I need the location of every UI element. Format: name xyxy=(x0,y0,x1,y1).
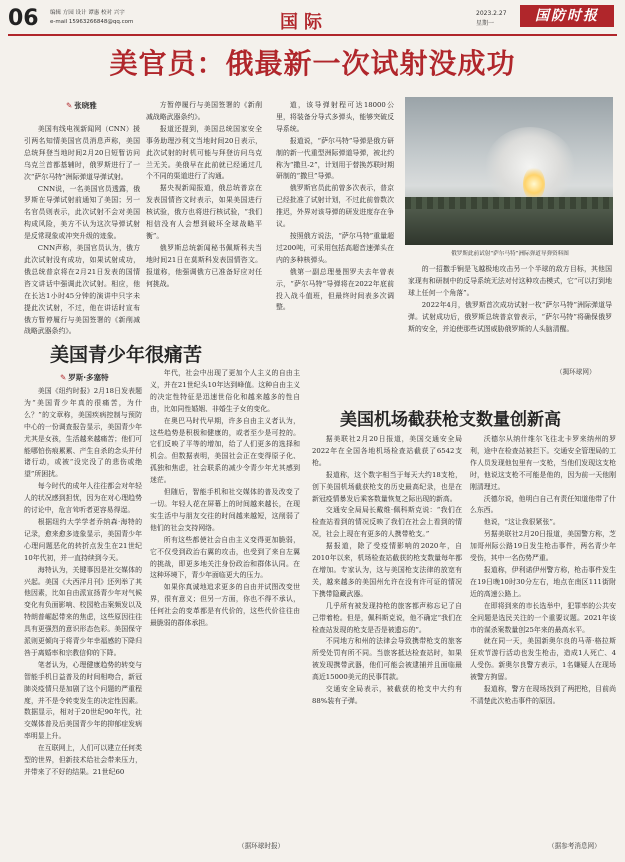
paragraph: 按照俄方说法，“萨尔马特”重量超过200吨，可采用包括高超音速弹头在内的多种核弹头。 xyxy=(276,231,394,264)
paragraph: 年代，社会中出现了更加个人主义的自由主义，并在21世纪头10年达到峰值。这种自由主义的决定性特征是迅速世俗化和越来越多的性自由，比如同性婚姻、非婚生子女的变化。 xyxy=(150,369,300,413)
ground xyxy=(405,209,613,245)
editor-credits xyxy=(50,9,133,27)
paragraph: 另据美联社2月20日报道，美国警方称，芝加哥州际公路19日发生枪击事件，两名青少年受伤，其中一名伤势严重。 xyxy=(470,530,616,563)
article3-col2 xyxy=(470,434,616,830)
paragraph: 就在同一天，美国新奥尔良的马蒂·格拉斯狂欢节游行活动也发生枪击，造成1人死亡、4人受伤。新奥尔良警方表示，1名嫌疑人在现场被警方拘留。 xyxy=(470,637,616,682)
article1-col1 xyxy=(24,124,140,362)
article1-byline xyxy=(66,100,97,111)
paragraph: 俄罗斯总统新闻秘书佩斯科夫当地时间21日在莫斯科发表国情咨文。报道称，他强调俄方已准备好应对任何挑战。 xyxy=(146,243,262,288)
paragraph: 沃德尔说，他明白自己有责任知道他带了什么东西。 xyxy=(470,494,616,515)
paragraph: 根据纽约大学学者乔纳森·海特的记录，愈来愈多迹象显示，美国青少年心理问题恶化的转折点发生在21世纪10年代初，并一直持续到今天。 xyxy=(24,517,142,562)
paragraph: 报道称，伊利诺伊州警方称，枪击事件发生在19日晚10时30分左右，地点在南区111街附近的高速公路上。 xyxy=(470,565,616,598)
author-icon: ✎ xyxy=(60,373,67,382)
paragraph: 据央视新闻报道，俄总统普京在发表国情咨文时表示，如果美国进行核试验，俄方也将进行核试验，“我们相信没有人会想到破坏全球战略平衡”。 xyxy=(146,184,262,240)
paragraph: 所有这些都使社会自由主义变得更加脆弱，它不仅受到政治右翼的攻击，也受到了来自左翼的挑战，即更多地关注身份政治和群体认同。在这种环境下，青少年面临更大的压力。 xyxy=(150,535,300,580)
paragraph: 美国有线电视新闻网（CNN）援引两名知情美国官员消息声称，美国总统拜登当地时间2月20日短暂访问乌克兰首都基辅时，俄罗斯进行了一次“萨尔马特”洲际弹道导弹试射。 xyxy=(24,125,140,181)
missile-launch-photo xyxy=(405,97,613,245)
article3-credit: （据参考消息网） xyxy=(548,842,601,850)
paragraph: 但随后，智能手机和社交媒体的普及改变了一切。年轻人花在屏幕上的时间越来越长，在现实生活中与朋友交往的时间越来越短，这削弱了他们的社会支持网络。 xyxy=(150,488,300,532)
paragraph: 笔者认为，心理健康趋势的转变与智能手机日益普及的时间相吻合，新冠肺炎疫情只是加剧了这个问题的严重程度，并不是令转变发生的决定性因素。数据显示，相对于20世纪90年代，社交媒体普及后美国青少年的抑郁症发病率明显上升。 xyxy=(24,660,142,741)
author-name: 罗斯·多塞特 xyxy=(68,373,109,382)
article1-credit: （揭环球网） xyxy=(556,368,596,376)
paragraph: 交通安全局表示，被截获的枪支中大约有88%装有子弹。 xyxy=(312,685,462,705)
paragraph: 俄罗斯官员此前曾多次表示，普京已经批准了试射计划，不过此前曾数次推迟，外界对该导弹的研发进度存在争议。 xyxy=(276,184,394,229)
article2-col2 xyxy=(150,368,300,834)
paragraph: 他说，“这让我很紧张”。 xyxy=(483,518,560,527)
paragraph: 美国《纽约时报》2月18日发表题为“美国青少年真的很痛苦，为什么？”的文章称，美国疾病控制与预防中心的一份调查报告显示，美国青少年尤其是女孩，生活越来越痛苦；他们可能哪怕伤痕累累、产生自杀的念头并付诸行动，或被“没完没了的悲伤或绝望”所困扰。 xyxy=(24,387,142,479)
author-name: 张晓雅 xyxy=(74,101,97,110)
weekday-text: 星期一 xyxy=(476,20,495,27)
masthead-logo: 国防时报 xyxy=(520,5,614,27)
paragraph: 几乎所有被发现持枪的旅客都声称忘记了自己带着枪。但是，佩科斯克说，他不确定“我们在检查站发现的枪支是否是被遗忘的”。 xyxy=(312,601,462,634)
section-title: 国际 xyxy=(280,12,328,33)
paragraph: 道，该导弹射程可达18000公里，将装备分导式多弹头，能够突破反导系统。 xyxy=(276,101,394,133)
paragraph: 俄第一副总理曼图罗夫去年曾表示，“萨尔马特”导弹将在2022年底前投入战斗值班，但最终时间表多次调整。 xyxy=(276,267,394,312)
paragraph: 方暂停履行与美国签署的《新削减战略武器条约》。 xyxy=(146,101,262,121)
paragraph: 报道说，“萨尔马特”导弹是俄方研制的新一代重型洲际弹道导弹，被北约称为“撒旦-2”，计划用于替换苏联时期研制的“撒旦”导弹。 xyxy=(276,136,394,181)
article3-headline: 美国机场截获枪支数量创新高 xyxy=(340,410,561,430)
author-icon: ✎ xyxy=(66,101,73,110)
paragraph: 在互联网上，人们可以建立任何类型的世界，但新技术给社会带来压力，并带来了不好的结果。21世纪60 xyxy=(24,744,142,776)
page-number: 06 xyxy=(8,6,39,31)
paragraph: 在即将到来的市长选举中，犯罪率的公共安全问题是选民关注的一个重要议题。2021年该市的谋杀案数量创25年来的最高水平。 xyxy=(470,601,616,634)
main-headline: 美官员：俄最新一次试射没成功 xyxy=(109,47,516,80)
photo-caption: 俄罗斯此前试射“萨尔马特”洲际弹道导弹资料图 xyxy=(451,251,569,257)
paragraph: 如果你真诚地追求更多的自由并试图改变世界，很有意义；但另一方面，你也不得不承认，任何社会的变革都是有代价的，这些代价往往由最脆弱的群体承担。 xyxy=(150,583,300,628)
editor-line: 编辑 方园 设计 谭惠 校对 兴宇 xyxy=(50,10,125,16)
paragraph: 报道称，警方在现场找到了两把枪，目前尚不清楚此次枪击事件的原因。 xyxy=(470,685,616,705)
article1-col3 xyxy=(276,100,394,362)
article2-col1 xyxy=(24,386,142,856)
article2-credit: （据环球时报） xyxy=(238,842,285,850)
paragraph: 海特认为，关键事因是社交媒体的兴起。美国《大西洋月刊》还列举了其他因素，比如自由派宣扬青少年对气候变化有负面影响、校园枪击案频发以及特朗普崛起带来的焦虑，这些原因往往具有更强烈的意识形态色彩。美国保守派则更倾向于将青少年幸福感的下降归咎于离婚率和宗教信仰的下降。 xyxy=(24,565,142,657)
paragraph: 交通安全局局长戴维·佩科斯克说：“我们在检查站看到的情况反映了我们在社会上看到的情况，社会上现在有更多的人携带枪支。” xyxy=(312,506,462,539)
paragraph: CNN声称，美国官员认为，俄方此次试射没有成功，如果试射成功，俄总统普京将在2月21日发表的国情咨文讲话中强调此次试射。相应，他在长达1小时45分钟的演讲中只字未提此次试射，不过，他在讲话时宣布俄方暂停履行与美国签署的《新削减战略武器条约》。 xyxy=(24,244,140,336)
paragraph: 不同地方和州的法律会导致携带枪支的旅客所受处罚有所不同。当旅客抵达检查站时，如果被发现携带武器，他们可能会被逮捕并且面临最高近15000美元的民事罚款。 xyxy=(312,637,462,682)
paragraph: 据报道，除了受疫情影响的2020年，自2010年以来，机场检查站截获的枪支数量每年都在增加。专家认为，这与美国枪支法律的放宽有关，越来越多的美国州允许在没有许可证的情况下携带隐藏武器。 xyxy=(312,542,462,598)
launch-flame xyxy=(523,167,545,201)
paragraph: 在奥巴马时代早期，许多自由主义者认为，这些趋势是积极和健康的，或者至少是可控的。它们反映了平等的增加，给了人们更多的选择和机会。但数据表明，美国社会正在变得原子化、孤独和焦虑，社会联系的减少令青少年尤其感到迷茫。 xyxy=(150,416,300,485)
header-rule xyxy=(8,34,617,36)
paragraph: 沃德尔从纳什维尔飞往北卡罗来纳州的罗利，途中在检查站被拦下。交通安全管理局的工作人员发现他包里有一支枪，当他们发现这支枪时，他说这支枪不可能是他的，因为前一天他刚刚清理过。 xyxy=(470,435,616,491)
paragraph: 的一招撒手锏是飞越极地攻击另一个半球的敌方目标，其他国家现有和研制中的反导系统无法对付这种攻击模式，它“可以打到地球上任何一个角落”。 xyxy=(408,265,612,297)
article2-byline xyxy=(60,372,109,383)
paragraph: 报道还提到，美国总统国家安全事务助理沙利文当地时间20日表示，此次试射的时机可能与拜登访问乌克兰无关。美俄早在此前就已经通过几个不同的渠道进行了沟通。 xyxy=(146,124,262,181)
page-header xyxy=(0,0,625,40)
article3-col1 xyxy=(312,434,462,856)
paragraph: 每今时代的成年人往往都会对年轻人的状况感到担忧，因为在对心理趋势的讨论中，危言耸听者更容易得逞。 xyxy=(24,482,142,515)
issue-date xyxy=(476,9,507,29)
editor-email: e-mail 15963266848@qq.com xyxy=(50,19,134,25)
article2-headline: 美国青少年很痛苦 xyxy=(50,344,203,366)
date-text: 2023.2.27 xyxy=(476,10,507,17)
paragraph: 报道称，这个数字相当于每天大约18支枪，创下美国机场截获枪支的历史最高纪录，也是在新冠疫情暴发后乘客数量恢复之际出现的新高。 xyxy=(312,470,462,503)
article1-col2 xyxy=(146,100,262,346)
paragraph: 2022年4月，俄罗斯首次成功试射一枚“萨尔马特”洲际弹道导弹。试射成功后，俄罗斯总统普京曾表示，“萨尔马特”将确保俄罗斯的安全，并迫使那些试图威胁俄罗斯的人头脑清醒。 xyxy=(408,300,612,333)
paragraph: CNN说，一名美国官员透露，俄罗斯在导弹试射前通知了美国；另一名官员则表示，此次试射不会对美国构成风险，美方不认为这次导弹试射是反常现象或冲突升级的迹象。 xyxy=(24,184,140,241)
paragraph: 据美联社2月20日报道，美国交通安全局2022年在全国各地机场检查站截获了6542支枪。 xyxy=(312,435,462,467)
article1-col4 xyxy=(408,264,612,364)
